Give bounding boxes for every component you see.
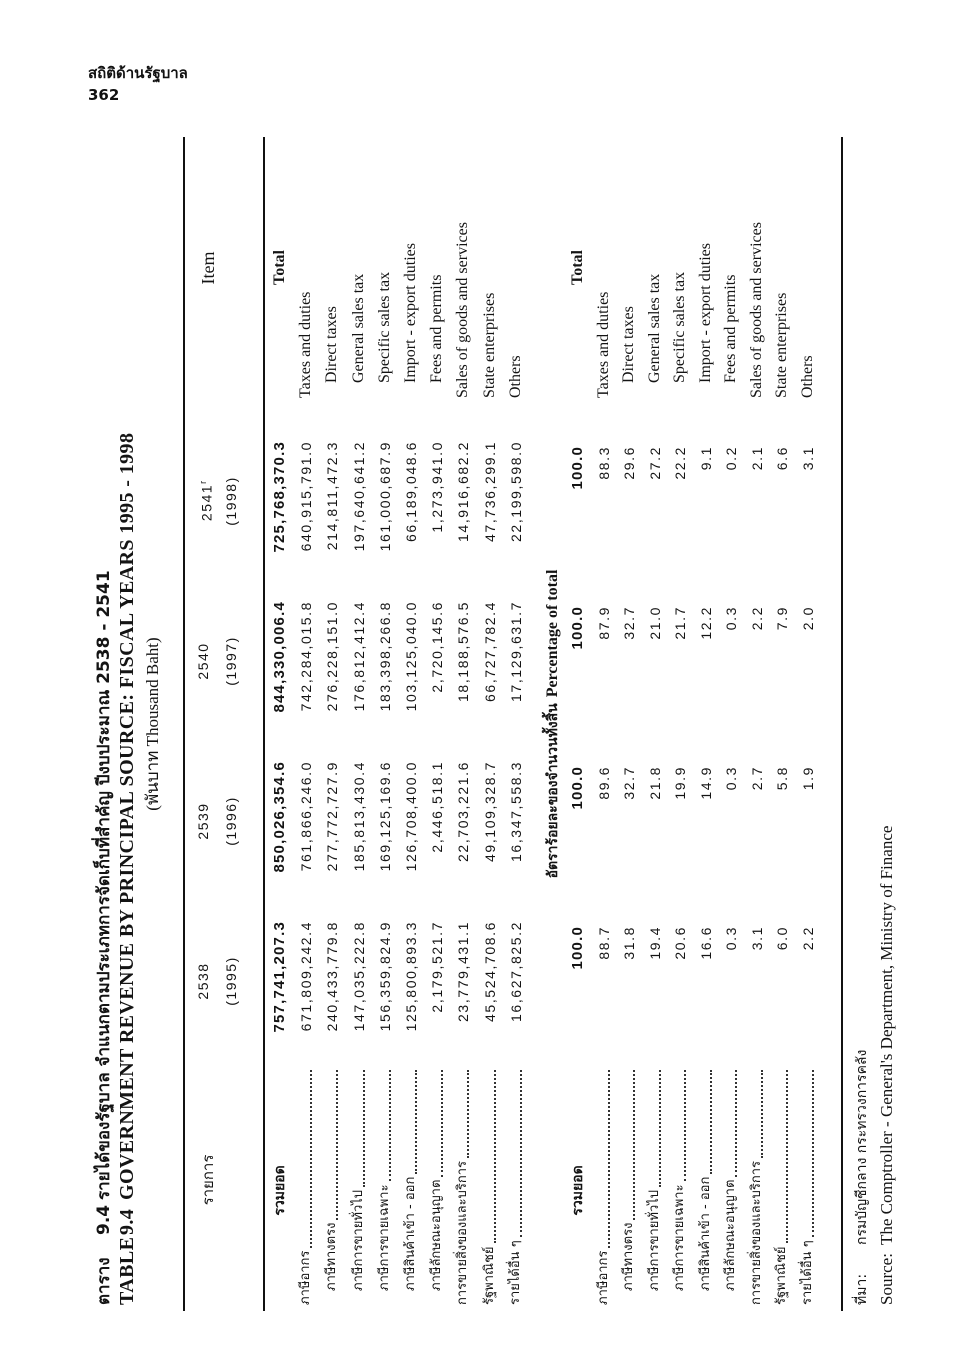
row-label-en: Total bbox=[271, 250, 288, 285]
table-row bbox=[504, 130, 528, 1320]
cell-value: 6.6 bbox=[774, 446, 790, 471]
cell-value: 16.6 bbox=[697, 926, 714, 960]
row-label-en: General sales tax bbox=[645, 273, 663, 383]
cell-value: 22,199,598.0 bbox=[507, 441, 524, 542]
column-header-year-be bbox=[192, 601, 214, 721]
row-label-th bbox=[643, 1070, 667, 1291]
cell-value: 161,000,687.9 bbox=[376, 441, 393, 552]
dot-leader bbox=[659, 1070, 661, 1187]
dot-leader bbox=[494, 1070, 496, 1243]
row-label-th-text: การขายสิ่งของและบริการ bbox=[748, 1161, 764, 1305]
row-label-th-text: รายได้อื่น ๆ bbox=[507, 1240, 523, 1305]
dot-leader bbox=[786, 1070, 788, 1243]
cell-value: 9.1 bbox=[697, 446, 714, 471]
dot-leader bbox=[363, 1070, 365, 1187]
cell-value: 21.0 bbox=[646, 606, 663, 640]
row-label-th-text: รวมยอด bbox=[272, 1165, 288, 1216]
row-label-th-text: รวมยอด bbox=[570, 1165, 586, 1216]
table-number: 9.4 bbox=[94, 1204, 114, 1235]
table-row bbox=[796, 130, 820, 1320]
table-row bbox=[294, 130, 318, 1320]
row-label-th bbox=[504, 1070, 528, 1305]
cell-value: 88.7 bbox=[595, 926, 612, 960]
dot-leader bbox=[633, 1070, 635, 1220]
row-label-th bbox=[770, 1070, 794, 1305]
row-label-en: Direct taxes bbox=[620, 306, 637, 383]
dot-leader bbox=[710, 1070, 712, 1174]
cell-value: 3.1 bbox=[748, 926, 765, 951]
cell-value: 240,433,779.8 bbox=[324, 921, 341, 1032]
cell-value: 0.3 bbox=[723, 766, 739, 791]
cell-value: 1,273,941.0 bbox=[429, 441, 446, 533]
cell-value: 276,228,151.0 bbox=[324, 601, 341, 712]
cell-value: 31.8 bbox=[621, 926, 637, 960]
cell-value: 185,813,430.4 bbox=[350, 761, 367, 872]
cell-value: 2.0 bbox=[799, 606, 816, 631]
cell-value: 16,627,825.2 bbox=[507, 921, 524, 1022]
cell-value: 5.8 bbox=[774, 766, 790, 791]
row-label-en: Specific sales tax bbox=[375, 271, 393, 383]
row-label-th bbox=[566, 1070, 590, 1311]
cell-value: 125,800,893.3 bbox=[403, 921, 419, 1032]
cell-value: 18,188,576.5 bbox=[455, 601, 472, 702]
table-row bbox=[668, 130, 692, 1320]
row-label-th-text: ภาษีทางตรง bbox=[621, 1222, 636, 1291]
cell-value: 0.3 bbox=[723, 606, 739, 631]
table-row bbox=[268, 130, 292, 1320]
dot-leader bbox=[608, 1070, 610, 1248]
row-label-th-text: การขายสิ่งของและบริการ bbox=[455, 1161, 471, 1305]
dot-leader bbox=[467, 1070, 469, 1158]
row-label-en: Specific sales tax bbox=[671, 271, 688, 383]
percent-caption-th: อัตราร้อยละของจำนวนทั้งสิ้น bbox=[545, 703, 561, 879]
cell-value: 21.8 bbox=[646, 766, 663, 800]
cell-value: 17,129,631.7 bbox=[507, 601, 524, 702]
dot-leader bbox=[389, 1070, 391, 1181]
cell-value: 214,811,472.3 bbox=[324, 441, 341, 551]
cell-value: 2.2 bbox=[748, 606, 765, 631]
table-row bbox=[694, 130, 718, 1320]
cell-value: 147,035,222.8 bbox=[350, 921, 367, 1032]
cell-value: 100.0 bbox=[569, 766, 586, 810]
row-label-th-text: ภาษีสินค้าเข้า - ออก bbox=[697, 1176, 713, 1291]
table-row bbox=[478, 130, 502, 1320]
cell-value: 671,809,242.4 bbox=[298, 921, 315, 1032]
row-label-th-text: ภาษีทางตรง bbox=[324, 1222, 340, 1291]
cell-value: 22,703,221.6 bbox=[455, 761, 472, 862]
row-label-th-text: ภาษีอากร bbox=[595, 1250, 611, 1305]
row-label-th bbox=[592, 1070, 616, 1305]
row-label-th bbox=[347, 1070, 371, 1291]
cell-value: 2,446,518.1 bbox=[429, 761, 446, 853]
table-row bbox=[770, 130, 794, 1320]
row-label-th bbox=[320, 1070, 344, 1291]
dot-leader bbox=[735, 1070, 737, 1177]
cell-value: 88.3 bbox=[595, 446, 612, 480]
row-label-th bbox=[617, 1070, 641, 1291]
dot-leader bbox=[812, 1070, 814, 1237]
cell-value: 3.1 bbox=[799, 446, 816, 471]
cell-value: 844,330,006.4 bbox=[271, 601, 288, 713]
row-label-th bbox=[719, 1070, 743, 1291]
table-row bbox=[745, 130, 769, 1320]
cell-value: 87.9 bbox=[595, 606, 612, 640]
row-label-en: Import - export duties bbox=[696, 243, 714, 383]
table-row bbox=[719, 130, 743, 1320]
cell-value: 100.0 bbox=[569, 926, 586, 970]
dot-leader bbox=[441, 1070, 443, 1177]
year-be-text: 2540 bbox=[195, 642, 211, 680]
cell-value: 6.0 bbox=[774, 926, 790, 951]
cell-value: 27.2 bbox=[646, 446, 663, 480]
cell-value: 850,026,354.6 bbox=[271, 761, 288, 873]
cell-value: 761,866,246.0 bbox=[298, 761, 315, 872]
table-title-label-th: ตาราง bbox=[94, 1257, 114, 1305]
cell-value: 183,398,266.8 bbox=[376, 601, 393, 712]
column-header-year-ad: (1997) bbox=[223, 636, 239, 686]
row-label-th bbox=[268, 1070, 292, 1311]
cell-value: 49,109,328.7 bbox=[481, 761, 498, 862]
cell-value: 19.9 bbox=[672, 766, 688, 800]
table-row bbox=[425, 130, 449, 1320]
row-label-en: Direct taxes bbox=[323, 306, 341, 383]
row-label-th-text: ภาษีลักษณะอนุญาต bbox=[723, 1179, 738, 1291]
cell-value: 12.2 bbox=[697, 606, 714, 640]
table-header-rule bbox=[263, 137, 265, 1311]
table-row bbox=[592, 130, 616, 1320]
year-be-text: 2538 bbox=[195, 962, 211, 1000]
cell-value: 197,640,641.2 bbox=[350, 441, 367, 552]
table-title-th bbox=[90, 570, 118, 1305]
page-number: 362 bbox=[88, 86, 120, 104]
cell-value: 640,915,791.0 bbox=[298, 441, 315, 552]
row-label-th-text: ภาษีการขายเฉพาะ bbox=[376, 1184, 392, 1291]
cell-value: 2,179,521.7 bbox=[429, 921, 446, 1013]
row-label-th-text: ภาษีการขายทั่วไป bbox=[350, 1189, 366, 1291]
row-label-en: Sales of goods and services bbox=[747, 222, 765, 398]
cell-value: 1.9 bbox=[799, 766, 816, 791]
cell-value: 14.9 bbox=[697, 766, 714, 800]
cell-value: 19.4 bbox=[646, 926, 663, 960]
cell-value: 156,359,824.9 bbox=[376, 921, 393, 1032]
cell-value: 66,189,048.6 bbox=[403, 441, 419, 542]
percent-section-caption bbox=[541, 137, 565, 1311]
cell-value: 22.2 bbox=[672, 446, 688, 480]
cell-value: 0.3 bbox=[723, 926, 739, 951]
cell-value: 23,779,431.1 bbox=[455, 921, 472, 1022]
dot-leader bbox=[520, 1070, 522, 1237]
source-text-en: The Comptroller - General's Department, Ministry of Finance bbox=[877, 825, 896, 1245]
cell-value: 169,125,169.6 bbox=[376, 761, 393, 872]
cell-value: 176,812,412.4 bbox=[350, 601, 367, 712]
row-label-en: Sales of goods and services bbox=[454, 222, 472, 398]
source-note-th bbox=[850, 1050, 874, 1305]
cell-value: 20.6 bbox=[672, 926, 688, 960]
row-label-th bbox=[478, 1070, 502, 1305]
column-header-item-en: Item bbox=[198, 251, 218, 285]
row-label-th-text: รัฐพาณิชย์ bbox=[774, 1246, 789, 1305]
cell-value: 100.0 bbox=[569, 606, 586, 650]
source-label-th: ที่มา: bbox=[854, 1273, 870, 1305]
year-be-text: 2539 bbox=[195, 802, 211, 840]
table-row bbox=[643, 130, 667, 1320]
row-label-th bbox=[451, 1070, 475, 1305]
running-head bbox=[88, 62, 188, 106]
cell-value: 725,768,370.3 bbox=[271, 441, 288, 553]
row-label-en: Fees and permits bbox=[428, 274, 446, 383]
cell-value: 277,772,727.9 bbox=[324, 761, 341, 872]
percent-caption-en: Percentage of total bbox=[544, 569, 561, 698]
row-label-th-text: รายได้อื่น ๆ bbox=[799, 1240, 815, 1305]
row-label-en: State enterprises bbox=[773, 292, 790, 398]
row-label-th bbox=[294, 1070, 318, 1305]
column-header-year-be bbox=[192, 761, 214, 881]
cell-value: 2.7 bbox=[748, 766, 765, 791]
rotated-table-page bbox=[80, 130, 920, 1320]
row-label-en: Import - export duties bbox=[402, 243, 419, 383]
row-label-th bbox=[425, 1070, 449, 1291]
row-label-th-text: ภาษีการขายเฉพาะ bbox=[672, 1184, 687, 1291]
row-label-th-text: รัฐพาณิชย์ bbox=[481, 1246, 497, 1305]
row-label-en: Others bbox=[798, 355, 816, 398]
row-label-en: State enterprises bbox=[480, 292, 498, 398]
column-header-year-ad: (1996) bbox=[223, 796, 239, 846]
table-number: 9.4 bbox=[116, 1208, 138, 1235]
cell-value: 66,727,782.4 bbox=[481, 601, 498, 702]
table-title-text-th: รายได้ของรัฐบาล จำแนกตามประเภทการจัดเก็บที่สำคัญ ปีงบประมาณ 2538 - 2541 bbox=[94, 570, 114, 1200]
running-head-section: สถิติด้านรัฐบาล bbox=[88, 64, 188, 82]
row-label-th-text: ภาษีสินค้าเข้า - ออก bbox=[403, 1176, 418, 1291]
cell-value: 16,347,558.3 bbox=[507, 761, 524, 862]
cell-value: 2.2 bbox=[799, 926, 816, 951]
dot-leader bbox=[684, 1070, 686, 1181]
source-note-en bbox=[875, 826, 899, 1305]
table-row bbox=[399, 130, 423, 1320]
cell-value: 29.6 bbox=[621, 446, 637, 480]
table-row bbox=[347, 130, 371, 1320]
cell-value: 7.9 bbox=[774, 606, 790, 631]
dot-leader bbox=[761, 1070, 763, 1158]
column-header-year-be bbox=[192, 441, 218, 561]
dot-leader bbox=[336, 1070, 338, 1220]
row-label-en: Total bbox=[569, 250, 586, 285]
row-label-th-text: ภาษีอากร bbox=[298, 1250, 314, 1305]
cell-value: 742,284,015.8 bbox=[298, 601, 315, 712]
row-label-en: Others bbox=[506, 355, 524, 398]
column-header-item-th: รายการ bbox=[199, 1154, 217, 1206]
table-unit-note: (พันบาท Thousand Baht) bbox=[143, 637, 162, 811]
column-header-year-ad: (1995) bbox=[223, 956, 239, 1006]
row-label-th bbox=[399, 1070, 423, 1291]
cell-value: 14,916,682.2 bbox=[455, 441, 472, 542]
cell-value: 45,524,708.6 bbox=[481, 921, 498, 1022]
cell-value: 757,741,207.3 bbox=[271, 921, 288, 1033]
table-row bbox=[451, 130, 475, 1320]
row-label-th-text: ภาษีลักษณะอนุญาต bbox=[429, 1179, 445, 1291]
cell-value: 21.7 bbox=[672, 606, 688, 640]
cell-value: 2.1 bbox=[748, 446, 765, 471]
row-label-th bbox=[796, 1070, 820, 1305]
revised-mark: r bbox=[198, 480, 208, 484]
row-label-th bbox=[668, 1070, 692, 1291]
cell-value: 32.7 bbox=[621, 766, 637, 800]
table-title-label-en: TABLE bbox=[116, 1236, 138, 1305]
dot-leader bbox=[310, 1070, 312, 1248]
cell-value: 100.0 bbox=[569, 446, 586, 490]
cell-value: 0.2 bbox=[723, 446, 739, 471]
source-label-en: Source: bbox=[877, 1253, 896, 1305]
cell-value: 126,708,400.0 bbox=[403, 761, 419, 872]
row-label-en: General sales tax bbox=[349, 273, 367, 383]
column-header-year-be bbox=[192, 921, 214, 1041]
source-text-th: กรมบัญชีกลาง กระทรวงการคลัง bbox=[854, 1049, 870, 1245]
cell-value: 47,736,299.1 bbox=[481, 441, 498, 542]
row-label-th-text: ภาษีการขายทั่วไป bbox=[646, 1189, 662, 1291]
column-header-year-ad: (1998) bbox=[223, 476, 239, 526]
table-row bbox=[320, 130, 344, 1320]
year-be-text: 2541 bbox=[198, 483, 215, 522]
row-label-en: Taxes and duties bbox=[297, 291, 315, 398]
row-label-th bbox=[694, 1070, 718, 1291]
cell-value: 32.7 bbox=[621, 606, 637, 640]
table-title-text-en: GOVERNMENT REVENUE BY PRINCIPAL SOURCE: FISCAL YEARS 1995 - 1998 bbox=[116, 432, 138, 1200]
row-label-th bbox=[373, 1070, 397, 1291]
row-label-th bbox=[745, 1070, 769, 1305]
cell-value: 89.6 bbox=[595, 766, 612, 800]
table-row bbox=[617, 130, 641, 1320]
dot-leader bbox=[415, 1070, 417, 1174]
cell-value: 2,720,145.6 bbox=[429, 601, 446, 693]
row-label-en: Fees and permits bbox=[722, 274, 739, 383]
table-row bbox=[373, 130, 397, 1320]
table-top-rule bbox=[183, 137, 185, 1311]
cell-value: 103,125,040.0 bbox=[403, 601, 419, 712]
table-title-en bbox=[115, 433, 139, 1305]
table-bottom-rule bbox=[841, 137, 843, 1311]
row-label-en: Taxes and duties bbox=[594, 291, 612, 398]
table-row bbox=[566, 130, 590, 1320]
